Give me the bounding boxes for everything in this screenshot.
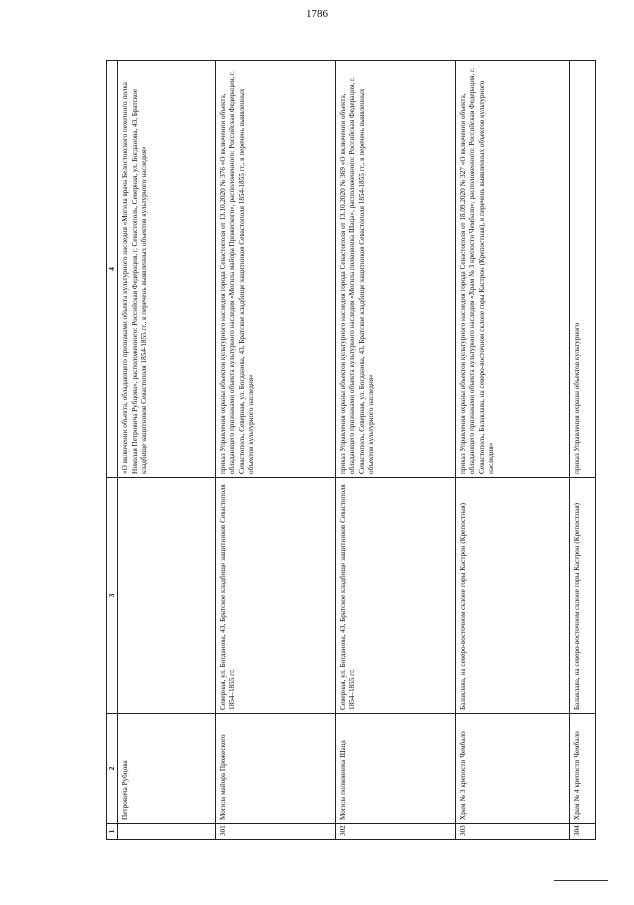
object-address xyxy=(118,478,216,714)
page-number: 1786 xyxy=(306,8,328,20)
rotated-table-container xyxy=(106,60,596,840)
register-table xyxy=(106,60,596,840)
object-address: Северная, ул. Богданова, 43, Братское кладбище защитников Севастополя 1854–1855 гг. xyxy=(335,478,455,714)
row-number: 303 xyxy=(455,824,569,840)
legal-act: приказ Управления охраны объектов культурного xyxy=(569,61,595,478)
object-address: Балаклава, на северо-восточном склоне горы Кастрон (Крепостная) xyxy=(569,478,595,714)
legal-act: приказ Управления охраны объектов культурного наследия города Севастополя от 18.09.2020 № 327 «О включении объекта, обладающего признаками объекта культурного наследия «Храм № 3 крепости Чембало», расположенного: Российская Федерация, г. Севастополь, Балаклава, на северо-восточном склоне горы Кастрон (Крепостная), в перечень выявленных объектов культурного наследия» xyxy=(455,61,569,478)
table-row xyxy=(569,61,595,840)
table-row xyxy=(215,61,335,840)
object-name: Храм № 4 крепости Чембало xyxy=(569,714,595,824)
legal-act: приказ Управления охраны объектов культурного наследия города Севастополя от 13.10.2020 № 376 «О включении объекта, обладающего признаками объекта культурного наследия «Могила майора Прожеского», расположенного: Российская Федерация, г. Севастополь, Северная, ул. Богданова, 43, Братское кладбище защитников Севастополя 1854-1855 гг., в перечень выявленных объектов культурного наследия» xyxy=(215,61,335,478)
object-name: Могила полковника Шаца xyxy=(335,714,455,824)
row-number: 301 xyxy=(215,824,335,840)
table-row xyxy=(335,61,455,840)
column-header-3: 3 xyxy=(107,478,118,714)
table-row xyxy=(455,61,569,840)
footer-rule xyxy=(554,880,608,881)
column-header-4: 4 xyxy=(107,61,118,478)
table-row xyxy=(118,61,216,840)
object-address: Балаклава, на северо-восточном склоне горы Кастрон (Крепостная) xyxy=(455,478,569,714)
column-header-2: 2 xyxy=(107,714,118,824)
object-name: Храм № 3 крепости Чембало xyxy=(455,714,569,824)
object-name: Могила майора Прожеского xyxy=(215,714,335,824)
row-number xyxy=(118,824,216,840)
table-header-row xyxy=(107,61,118,840)
column-header-1: 1 xyxy=(107,824,118,840)
row-number: 304 xyxy=(569,824,595,840)
object-address: Северная, ул. Богданова, 43, Братское кладбище защитников Севастополя 1854–1855 гг. xyxy=(215,478,335,714)
legal-act: приказ Управления охраны объектов культурного наследия города Севастополя от 13.10.2020 № 369 «О включении объекта, обладающего признаками объекта культурного наследия «Могила полковника Шаца», расположенного: Российская Федерация, г. Севастополь, Северная, ул. Богданова, 43, Братское кладбище защитников Севастополя 1854-1855 гг., в перечень выявленных объектов культурного наследия» xyxy=(335,61,455,478)
row-number: 302 xyxy=(335,824,455,840)
legal-act: «О включении объекта, обладающего признаками объекта культурного наследия «Могила врача Белостокского пехотного полка Николая Петровича Рубцова», расположенного: Российская Федерация, г. Севастополь, Северная, ул. Богданова, 43, Братское кладбище защитников Севастополя 1854-1855 гг., в перечень выявленных объектов культурного наследия» xyxy=(118,61,216,478)
object-name: Петровича Рубцова xyxy=(118,714,216,824)
